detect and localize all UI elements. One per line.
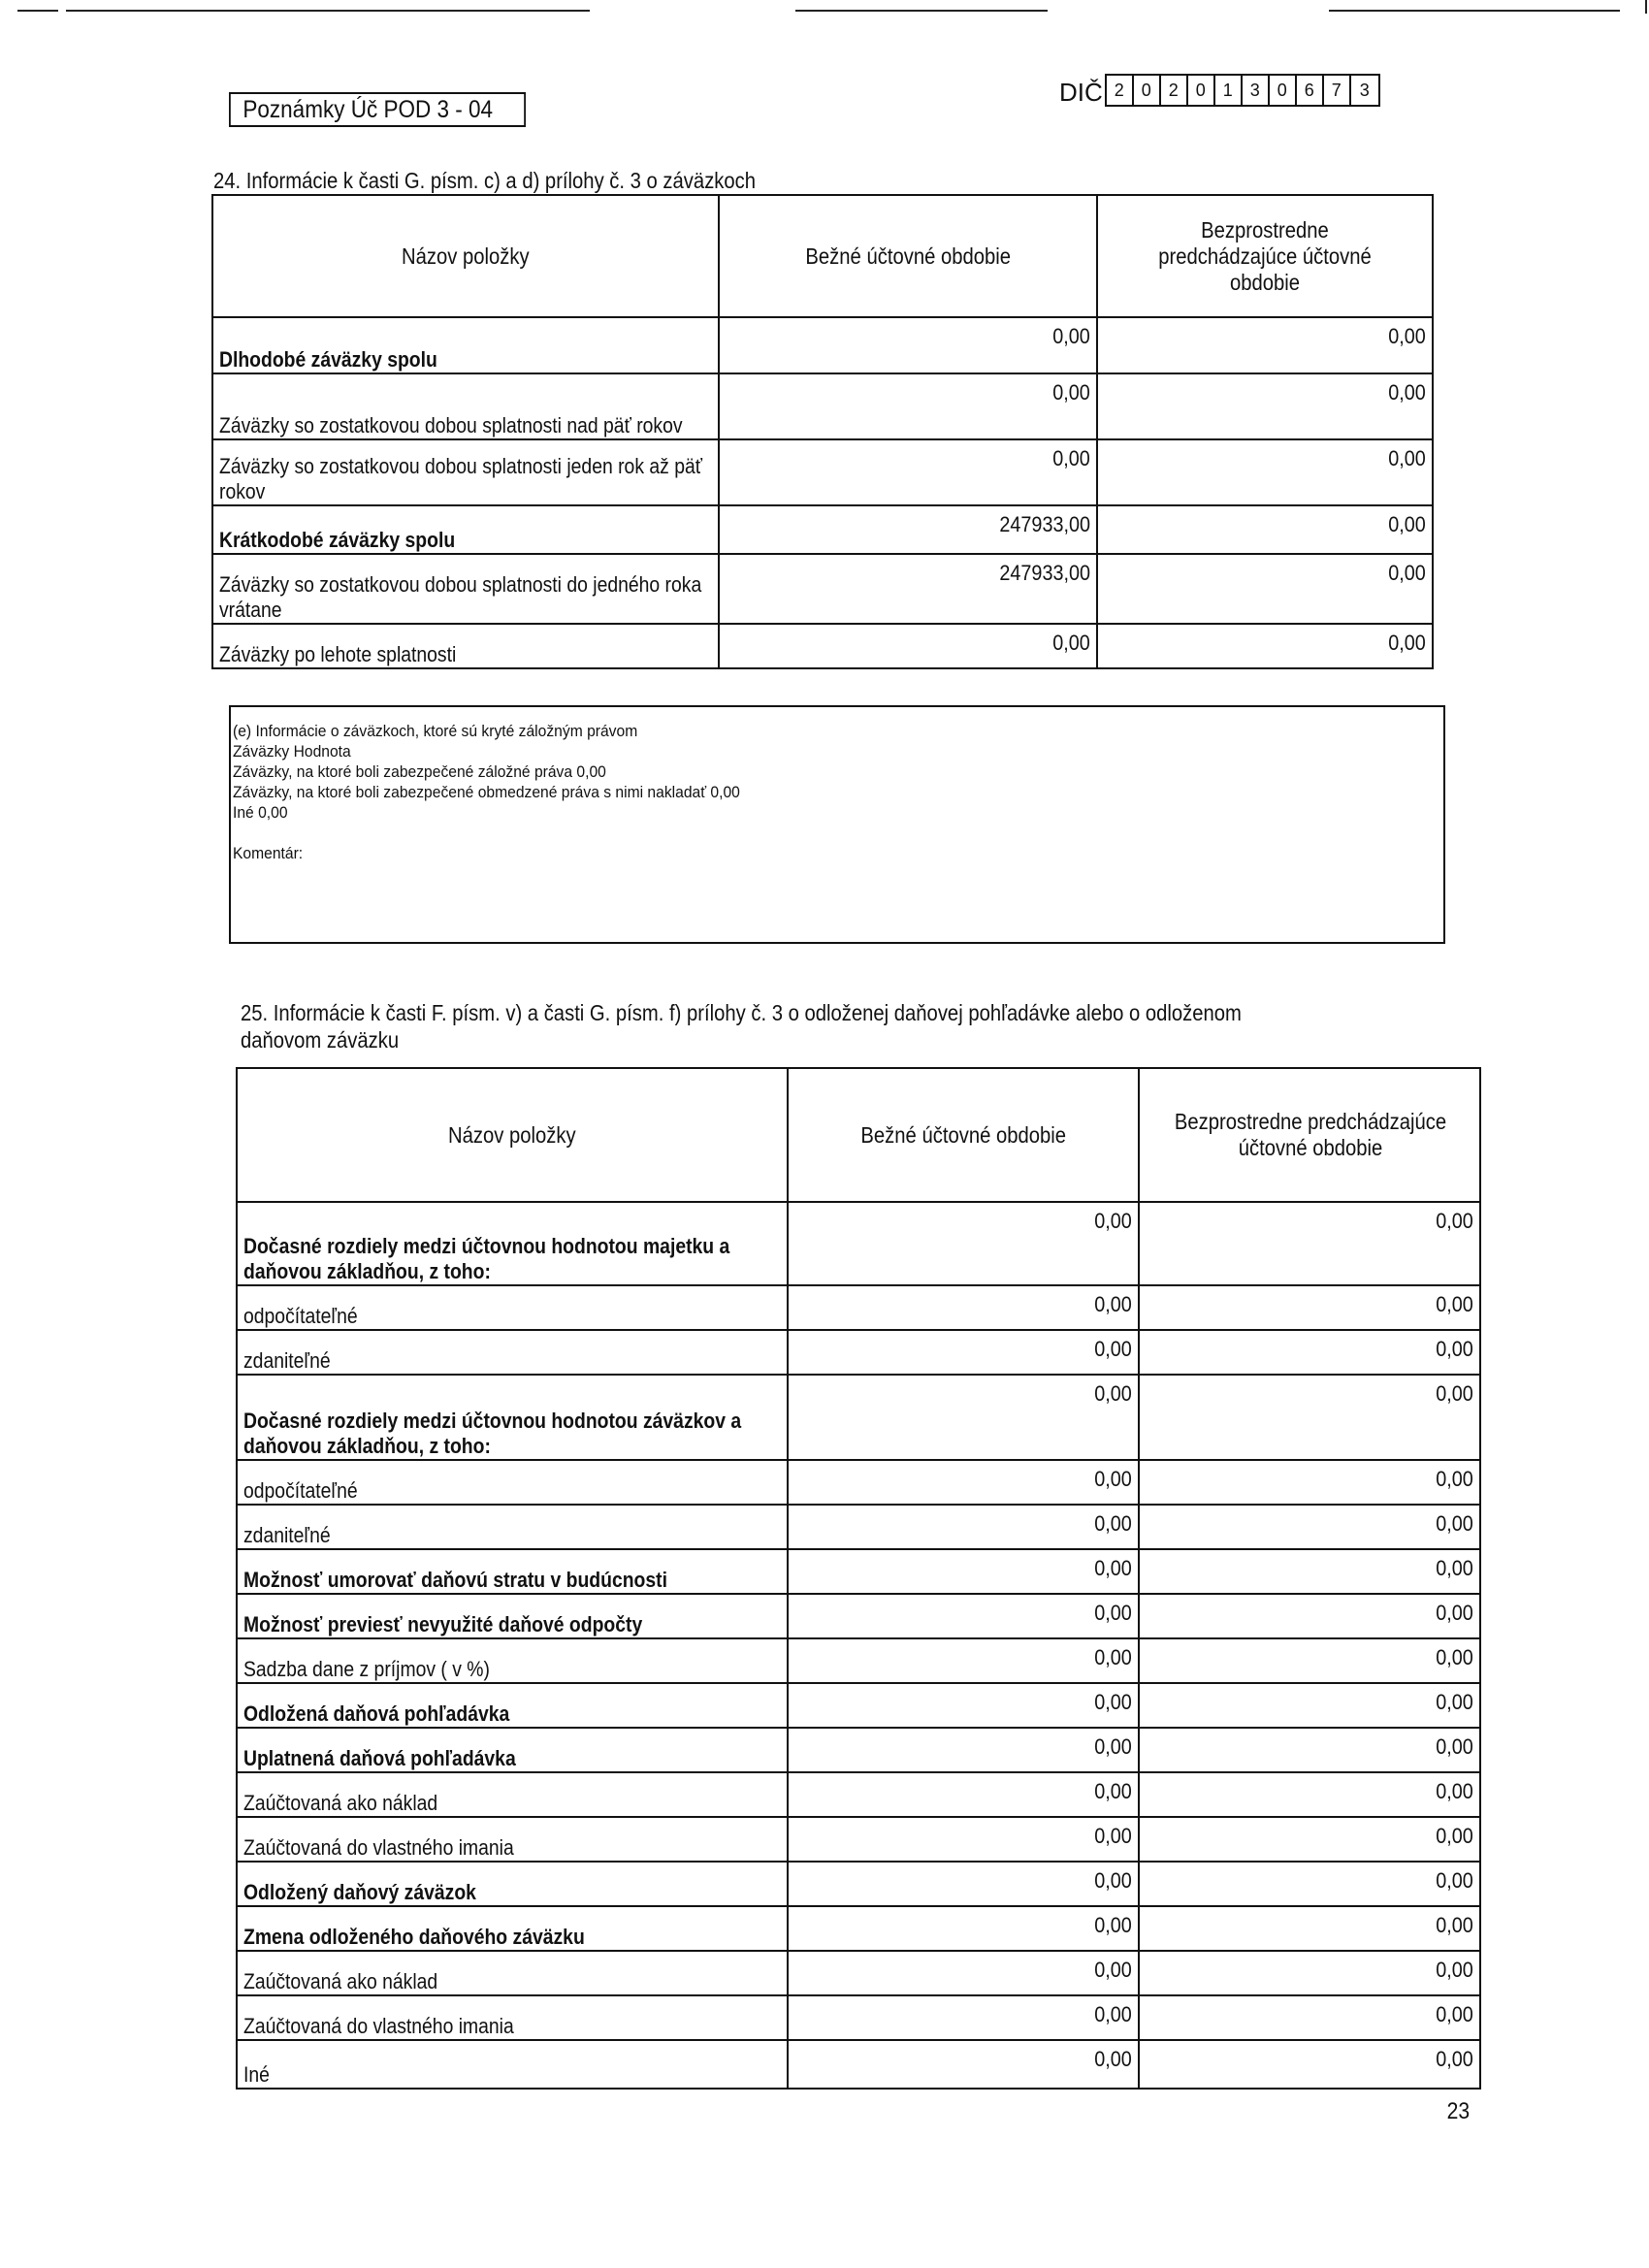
dic-digit: 0 <box>1270 76 1297 105</box>
current-period-value: 0,00 <box>719 317 1097 373</box>
current-period-value: 0,00 <box>719 624 1097 668</box>
previous-period-value: 0,00 <box>1097 624 1433 668</box>
row-label: Zaúčtovaná do vlastného imania <box>237 1995 788 2040</box>
previous-period-value: 0,00 <box>1097 317 1433 373</box>
row-label: Dočasné rozdiely medzi účtovnou hodnotou majetku a daňovou základňou, z toho: <box>237 1202 788 1285</box>
dic-digit-boxes <box>1105 74 1380 107</box>
row-label: Uplatnená daňová pohľadávka <box>237 1728 788 1772</box>
scan-edge-line <box>17 10 58 12</box>
table-row <box>212 554 1433 624</box>
table-row <box>237 1683 1480 1728</box>
info-line: Iné 0,00 <box>233 803 288 822</box>
column-header: Názov položky <box>212 195 719 317</box>
table-row <box>237 1460 1480 1505</box>
secured-liabilities-info-box <box>229 705 1445 944</box>
scan-edge-corner <box>1645 0 1647 14</box>
current-period-value: 0,00 <box>788 1951 1139 1995</box>
previous-period-value: 0,00 <box>1139 1772 1480 1817</box>
table-row <box>237 1375 1480 1460</box>
current-period-value: 0,00 <box>788 1772 1139 1817</box>
form-label-box <box>229 92 526 127</box>
row-label: zdaniteľné <box>237 1330 788 1375</box>
previous-period-value: 0,00 <box>1139 1862 1480 1906</box>
table-row <box>237 1862 1480 1906</box>
info-line: (e) Informácie o záväzkoch, ktoré sú kryté záložným právom <box>233 722 638 740</box>
row-label: Odložený daňový záväzok <box>237 1862 788 1906</box>
row-label: Záväzky so zostatkovou dobou splatnosti do jedného roka vrátane <box>212 554 719 624</box>
current-period-value: 0,00 <box>788 1330 1139 1375</box>
current-period-value: 247933,00 <box>719 505 1097 554</box>
current-period-value: 0,00 <box>788 1285 1139 1330</box>
table-row <box>237 1638 1480 1683</box>
current-period-value: 0,00 <box>788 1202 1139 1285</box>
table-row <box>237 1995 1480 2040</box>
row-label: Zmena odloženého daňového záväzku <box>237 1906 788 1951</box>
column-header: Názov položky <box>237 1068 788 1202</box>
dic-digit: 3 <box>1359 81 1370 100</box>
previous-period-value: 0,00 <box>1139 1638 1480 1683</box>
table-row <box>237 1728 1480 1772</box>
current-period-value: 0,00 <box>788 1906 1139 1951</box>
row-label: Záväzky so zostatkovou dobou splatnosti jeden rok až päť rokov <box>212 439 719 505</box>
current-period-value: 0,00 <box>788 1594 1139 1638</box>
previous-period-value: 0,00 <box>1139 1375 1480 1460</box>
dic-digit: 1 <box>1215 76 1243 105</box>
previous-period-value: 0,00 <box>1139 1728 1480 1772</box>
dic-digit: 0 <box>1134 76 1161 105</box>
previous-period-value: 0,00 <box>1139 1594 1480 1638</box>
previous-period-value: 0,00 <box>1097 439 1433 505</box>
previous-period-value: 0,00 <box>1139 1995 1480 2040</box>
row-label: Možnosť previesť nevyužité daňové odpočty <box>237 1594 788 1638</box>
row-label: Odložená daňová pohľadávka <box>237 1683 788 1728</box>
section-25-title <box>241 999 1242 1053</box>
table-row <box>237 1951 1480 1995</box>
row-label: Dlhodobé záväzky spolu <box>212 317 719 373</box>
column-header: Bezprostredne predchádzajúce účtovné obdobie <box>1139 1068 1480 1202</box>
column-header: Bezprostredne predchádzajúce účtovné obdobie <box>1097 195 1433 317</box>
row-label: Zaúčtovaná do vlastného imania <box>237 1817 788 1862</box>
current-period-value: 0,00 <box>788 1817 1139 1862</box>
row-label: Dočasné rozdiely medzi účtovnou hodnotou záväzkov a daňovou základňou, z toho: <box>237 1375 788 1460</box>
current-period-value: 0,00 <box>719 439 1097 505</box>
column-header: Bežné účtovné obdobie <box>719 195 1097 317</box>
table-row <box>237 1906 1480 1951</box>
previous-period-value: 0,00 <box>1139 1505 1480 1549</box>
row-label: zdaniteľné <box>237 1505 788 1549</box>
current-period-value: 0,00 <box>788 1995 1139 2040</box>
scan-edge-line <box>66 10 590 12</box>
row-label: Sadzba dane z príjmov ( v %) <box>237 1638 788 1683</box>
previous-period-value: 0,00 <box>1139 2040 1480 2089</box>
table-header-row <box>212 195 1433 317</box>
scan-edge-line <box>1329 10 1620 12</box>
section-25-title-line1: 25. Informácie k časti F. písm. v) a časti G. písm. f) prílohy č. 3 o odloženej daňovej pohľadávke alebo o odloženom <box>241 1000 1242 1025</box>
dic-digit: 2 <box>1107 76 1134 105</box>
row-label: Záväzky so zostatkovou dobou splatnosti nad päť rokov <box>212 373 719 439</box>
current-period-value: 0,00 <box>788 1460 1139 1505</box>
form-label: Poznámky Úč POD 3 - 04 <box>242 96 493 123</box>
table-row <box>212 317 1433 373</box>
previous-period-value: 0,00 <box>1097 554 1433 624</box>
previous-period-value: 0,00 <box>1139 1285 1480 1330</box>
scan-edge-line <box>795 10 1048 12</box>
row-label: Krátkodobé záväzky spolu <box>212 505 719 554</box>
previous-period-value: 0,00 <box>1139 1817 1480 1862</box>
current-period-value: 0,00 <box>788 2040 1139 2089</box>
table-row <box>237 1202 1480 1285</box>
info-line: Záväzky, na ktoré boli zabezpečené záložné práva 0,00 <box>233 762 606 781</box>
table-row <box>212 439 1433 505</box>
previous-period-value: 0,00 <box>1097 373 1433 439</box>
previous-period-value: 0,00 <box>1139 1683 1480 1728</box>
previous-period-value: 0,00 <box>1097 505 1433 554</box>
table-row <box>237 1772 1480 1817</box>
info-line: Záväzky Hodnota <box>233 742 351 761</box>
table-row <box>237 1330 1480 1375</box>
previous-period-value: 0,00 <box>1139 1460 1480 1505</box>
section-25-title-line2: daňovom záväzku <box>241 1027 400 1053</box>
current-period-value: 0,00 <box>788 1375 1139 1460</box>
row-label: Možnosť umorovať daňovú stratu v budúcnosti <box>237 1549 788 1594</box>
dic-digit: 0 <box>1188 76 1215 105</box>
column-header: Bežné účtovné obdobie <box>788 1068 1139 1202</box>
dic-digit: 3 <box>1243 76 1270 105</box>
info-line: Záväzky, na ktoré boli zabezpečené obmedzené práva s nimi nakladať 0,00 <box>233 783 740 801</box>
table-row <box>237 1505 1480 1549</box>
table-header-row <box>237 1068 1480 1202</box>
previous-period-value: 0,00 <box>1139 1906 1480 1951</box>
previous-period-value: 0,00 <box>1139 1951 1480 1995</box>
table-row <box>237 1817 1480 1862</box>
current-period-value: 0,00 <box>788 1505 1139 1549</box>
dic-label: DIČ <box>1059 78 1103 107</box>
table-row <box>212 505 1433 554</box>
section-24-table <box>211 194 1434 669</box>
previous-period-value: 0,00 <box>1139 1330 1480 1375</box>
section-25-table <box>236 1067 1481 2090</box>
dic-field <box>1059 74 1380 107</box>
row-label: Zaúčtovaná ako náklad <box>237 1951 788 1995</box>
section-24-title: 24. Informácie k časti G. písm. c) a d) prílohy č. 3 o záväzkoch <box>213 168 757 193</box>
table-row <box>237 1285 1480 1330</box>
current-period-value: 0,00 <box>788 1862 1139 1906</box>
table-row <box>212 624 1433 668</box>
previous-period-value: 0,00 <box>1139 1549 1480 1594</box>
current-period-value: 0,00 <box>788 1549 1139 1594</box>
dic-digit: 2 <box>1161 76 1188 105</box>
current-period-value: 0,00 <box>788 1728 1139 1772</box>
dic-digit: 7 <box>1324 76 1351 105</box>
dic-digit: 6 <box>1297 76 1324 105</box>
table-row <box>237 1594 1480 1638</box>
current-period-value: 0,00 <box>788 1638 1139 1683</box>
row-label: odpočítateľné <box>237 1285 788 1330</box>
table-row <box>237 1549 1480 1594</box>
table-row <box>212 373 1433 439</box>
current-period-value: 247933,00 <box>719 554 1097 624</box>
page-number: 23 <box>1446 2098 1471 2124</box>
comment-label: Komentár: <box>233 844 304 862</box>
current-period-value: 0,00 <box>719 373 1097 439</box>
previous-period-value: 0,00 <box>1139 1202 1480 1285</box>
current-period-value: 0,00 <box>788 1683 1139 1728</box>
row-label: Záväzky po lehote splatnosti <box>212 624 719 668</box>
table-row <box>237 2040 1480 2089</box>
row-label: Iné <box>237 2040 788 2089</box>
row-label: Zaúčtovaná ako náklad <box>237 1772 788 1817</box>
row-label: odpočítateľné <box>237 1460 788 1505</box>
